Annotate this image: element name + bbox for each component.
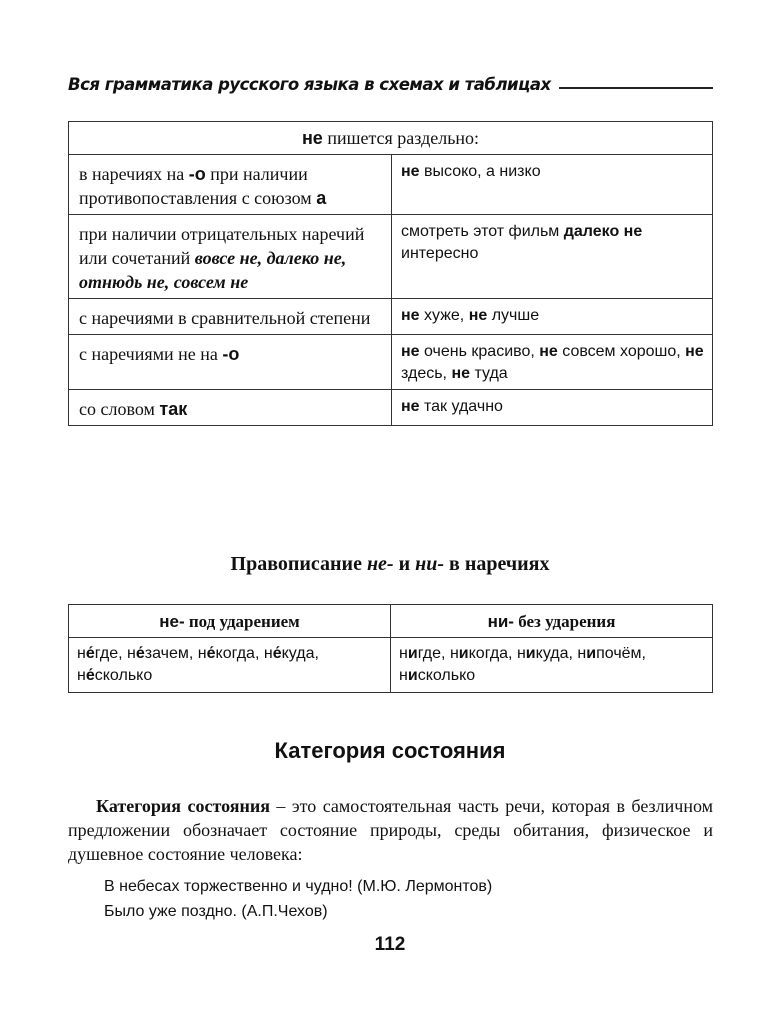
rule-cell: с наречиями не на -о <box>69 335 392 390</box>
table-row <box>69 155 713 215</box>
example-2: Было уже поздно. (А.П.Чехов) <box>104 903 328 920</box>
example-cell: смотреть этот фильм далеко не интересно <box>392 215 713 299</box>
example-cell: не хуже, не лучше <box>392 299 713 335</box>
section-title-category: Категория состояния <box>274 738 506 763</box>
term: Категория состояния <box>96 796 270 816</box>
example-cell: не так удачно <box>392 390 713 426</box>
definition-text: – это самостоятельная часть речи, которая в безличном предложении обозначает состояние природы, среды обитания, физическое и душевное состояние человека: <box>68 796 713 864</box>
column-header-ni: ни- без ударения <box>391 605 713 638</box>
separate-spelling-table <box>68 121 713 426</box>
header-title: Вся грамматика русского языка в схемах и таблицах <box>68 75 551 94</box>
definition-paragraph <box>68 794 713 866</box>
column-header-ne: не- под ударением <box>69 605 391 638</box>
ne-ni-table <box>68 604 713 693</box>
table-row <box>69 299 713 335</box>
caption-rest: пишется раздельно: <box>322 128 480 148</box>
table-row <box>69 215 713 299</box>
rule-cell: в наречиях на -о при наличии противопоставления с союзом а <box>69 155 392 215</box>
table-row <box>69 638 713 693</box>
page-number: 112 <box>374 934 406 955</box>
table-row <box>69 390 713 426</box>
table-row <box>69 335 713 390</box>
rule-cell: при наличии отрицательных наречий или сочетаний вовсе не, далеко не, отнюдь не, совсем не <box>69 215 392 299</box>
running-header <box>68 64 713 94</box>
ne-words-cell: не́где, не́зачем, не́когда, не́куда, не́сколько <box>69 638 391 693</box>
example-1: В небесах торжественно и чудно! (М.Ю. Лермонтов) <box>104 878 493 895</box>
section-title-spelling: Правописание не- и ни- в наречиях <box>230 553 550 575</box>
table-caption <box>69 122 713 155</box>
rule-cell: со словом так <box>69 390 392 426</box>
header-rule <box>559 87 713 89</box>
ni-words-cell: нигде, никогда, никуда, нипочём, нисколько <box>391 638 713 693</box>
rule-cell: с наречиями в сравнительной степени <box>69 299 392 335</box>
caption-bold: не <box>301 128 323 148</box>
example-cell: не очень красиво, не совсем хорошо, не здесь, не туда <box>392 335 713 390</box>
example-cell: не высоко, а низко <box>392 155 713 215</box>
